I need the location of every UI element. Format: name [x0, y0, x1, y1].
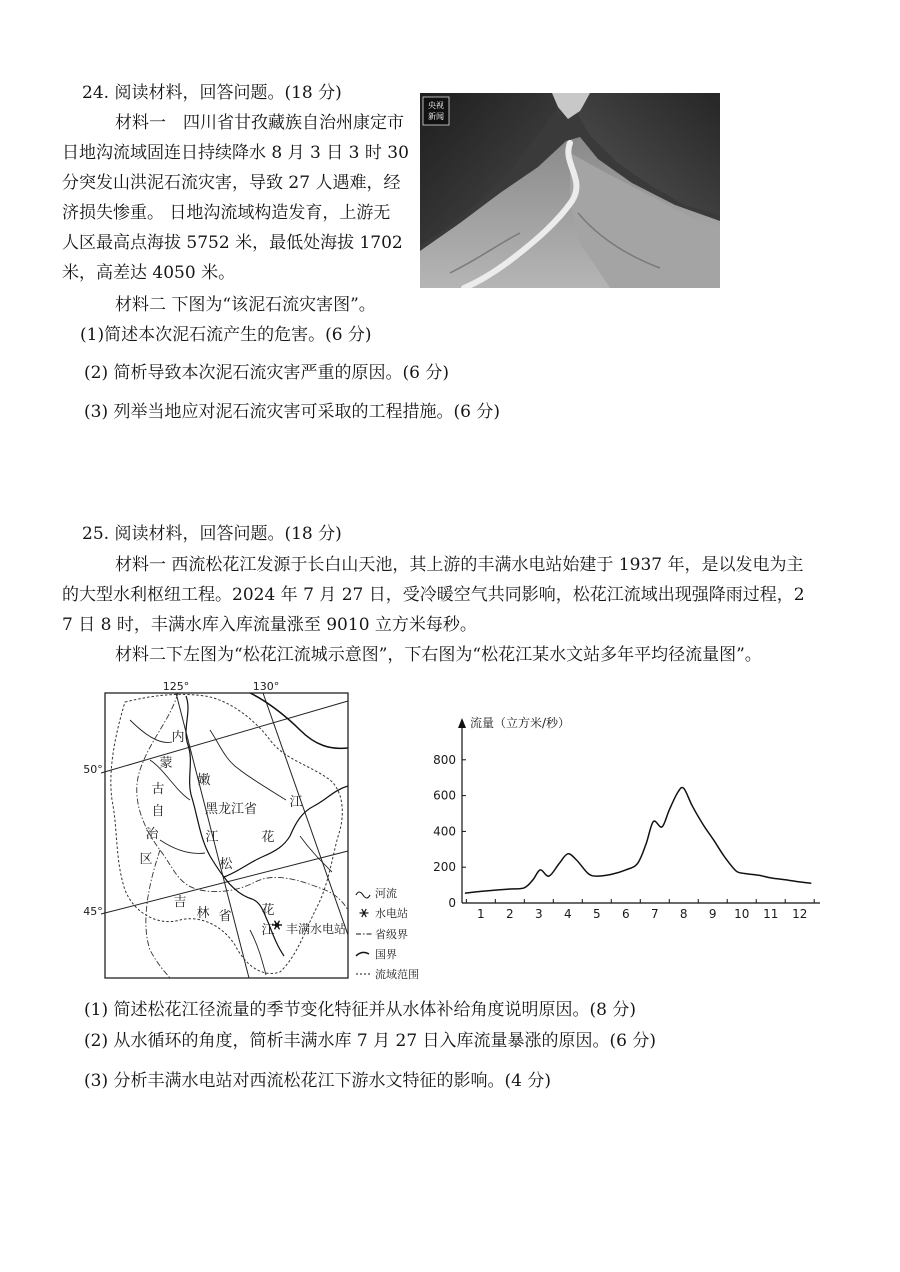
q25-question-1: (1) 简述松花江径流量的季节变化特征并从水体补给角度说明原因。(8 分)	[84, 1000, 636, 1020]
y-tick-label: 600	[433, 788, 456, 803]
q25-question-2: (2) 从水循环的角度，简析丰满水库 7 月 27 日入库流量暴涨的原因。(6 分)	[84, 1031, 657, 1051]
map-label: 江	[205, 830, 219, 845]
legend-label: 国界	[375, 948, 397, 961]
q24-material1-line: 日地沟流域固连日持续降水 8 月 3 日 3 时 30	[62, 143, 409, 163]
y-axis-arrow	[458, 718, 466, 728]
x-tick-label: 6	[621, 907, 630, 921]
map-label: 治	[145, 827, 159, 842]
y-tick-label: 0	[448, 896, 456, 910]
y-tick-label: 200	[433, 860, 456, 875]
map-label: 古	[151, 782, 165, 797]
map-label: 省	[218, 909, 232, 924]
q24-material1-line: 材料一 四川省甘孜藏族自治州康定市	[115, 113, 404, 133]
longitude-label-130: 130°	[252, 680, 280, 693]
x-tick-label: 1	[477, 907, 485, 921]
latitude-label-45: 45°	[83, 905, 103, 918]
x-tick-label: 5	[592, 907, 601, 921]
map-label: 花	[261, 903, 275, 918]
legend-label: 水电站	[375, 907, 408, 920]
map-legend	[356, 886, 419, 981]
y-tick-label: 800	[433, 752, 456, 767]
x-tick-label: 2	[506, 907, 514, 921]
q24-question-3: (3) 列举当地应对泥石流灾害可采取的工程措施。(6 分)	[84, 402, 500, 422]
y-tick-label: 400	[433, 824, 456, 839]
x-tick-label: 12	[792, 907, 808, 921]
map-label: 黑龙江省	[204, 802, 258, 817]
q25-material1-line: 的大型水利枢纽工程。2024 年 7 月 27 日，受冷暖空气共同影响，松花江流域出现强降雨过程，2	[62, 585, 805, 605]
x-tick-label: 11	[763, 907, 779, 921]
x-tick-label: 8	[679, 907, 688, 921]
map-label: 江	[261, 923, 275, 938]
q24-material1-line: 分突发山洪泥石流灾害，导致 27 人遇难，经	[62, 173, 401, 193]
national-border	[250, 693, 348, 748]
map-label-fengman: 丰满水电站	[285, 922, 347, 936]
map-label: 蒙	[159, 756, 173, 771]
legend-label: 河流	[375, 887, 397, 900]
q24-material1-line: 米，高差达 4050 米。	[62, 263, 236, 283]
legend-river-symbol	[356, 892, 370, 898]
cctv-news-logo-line: 央视	[428, 101, 444, 110]
map-label: 嫩	[197, 773, 211, 788]
map-label: 自	[151, 804, 165, 819]
map-label: 江	[289, 795, 303, 810]
q24-title: 24. 阅读材料，回答问题。(18 分)	[82, 83, 342, 103]
q24-question-2: (2) 简析导致本次泥石流灾害严重的原因。(6 分)	[84, 363, 449, 383]
q25-material2: 材料二下左图为“松花江流城示意图”，下右图为“松花江某水文站多年平均径流量图”。	[115, 645, 762, 665]
q24-material1-line: 济损失惨重。 日地沟流域构造发育，上游无	[62, 203, 391, 223]
x-tick-label: 4	[563, 907, 572, 921]
legend-label: 流域范围	[375, 968, 419, 981]
q25-question-3: (3) 分析丰满水电站对西流松花江下游水文特征的影响。(4 分)	[84, 1071, 551, 1091]
q24-material2: 材料二 下图为“该泥石流灾害图”。	[115, 295, 376, 315]
legend-national-symbol	[356, 952, 369, 956]
legend-label: 省级界	[375, 928, 408, 941]
cctv-news-logo-line: 新闻	[428, 112, 444, 121]
q25-title: 25. 阅读材料，回答问题。(18 分)	[82, 524, 342, 544]
q24-question-1: (1)简述本次泥石流产生的危害。(6 分)	[80, 325, 372, 345]
q24-material1-line: 人区最高点海拔 5752 米，最低处海拔 1702	[62, 233, 403, 253]
map-label: 松	[219, 857, 233, 872]
q25-material1-line: 材料一 西流松花江发源于长白山天池，其上游的丰满水电站始建于 1937 年，是以发电为主	[115, 555, 804, 575]
x-tick-label: 7	[650, 907, 659, 921]
y-axis-title: 流量（立方米/秒）	[470, 716, 571, 730]
map-label: 林	[196, 906, 210, 921]
q25-material1-line: 7 日 8 时，丰满水库入库流量涨至 9010 立方米每秒。	[62, 615, 477, 635]
x-tick-label: 3	[534, 907, 543, 921]
legend-station-icon	[360, 909, 369, 917]
x-tick-label: 9	[708, 907, 717, 921]
longitude-label-125: 125°	[162, 680, 190, 693]
flow-series-line-0	[465, 787, 811, 893]
map-label: 吉	[173, 895, 187, 910]
map-label: 区	[139, 852, 153, 867]
parallel-50	[101, 701, 348, 773]
map-label: 花	[261, 830, 275, 845]
latitude-label-50: 50°	[83, 763, 103, 776]
meridian-130	[263, 693, 348, 935]
map-label: 内	[171, 730, 185, 745]
debris-flow-photo	[420, 93, 720, 288]
runoff-chart	[430, 706, 830, 930]
songhua-basin-map	[80, 676, 470, 996]
x-tick-label: 10	[734, 907, 750, 921]
